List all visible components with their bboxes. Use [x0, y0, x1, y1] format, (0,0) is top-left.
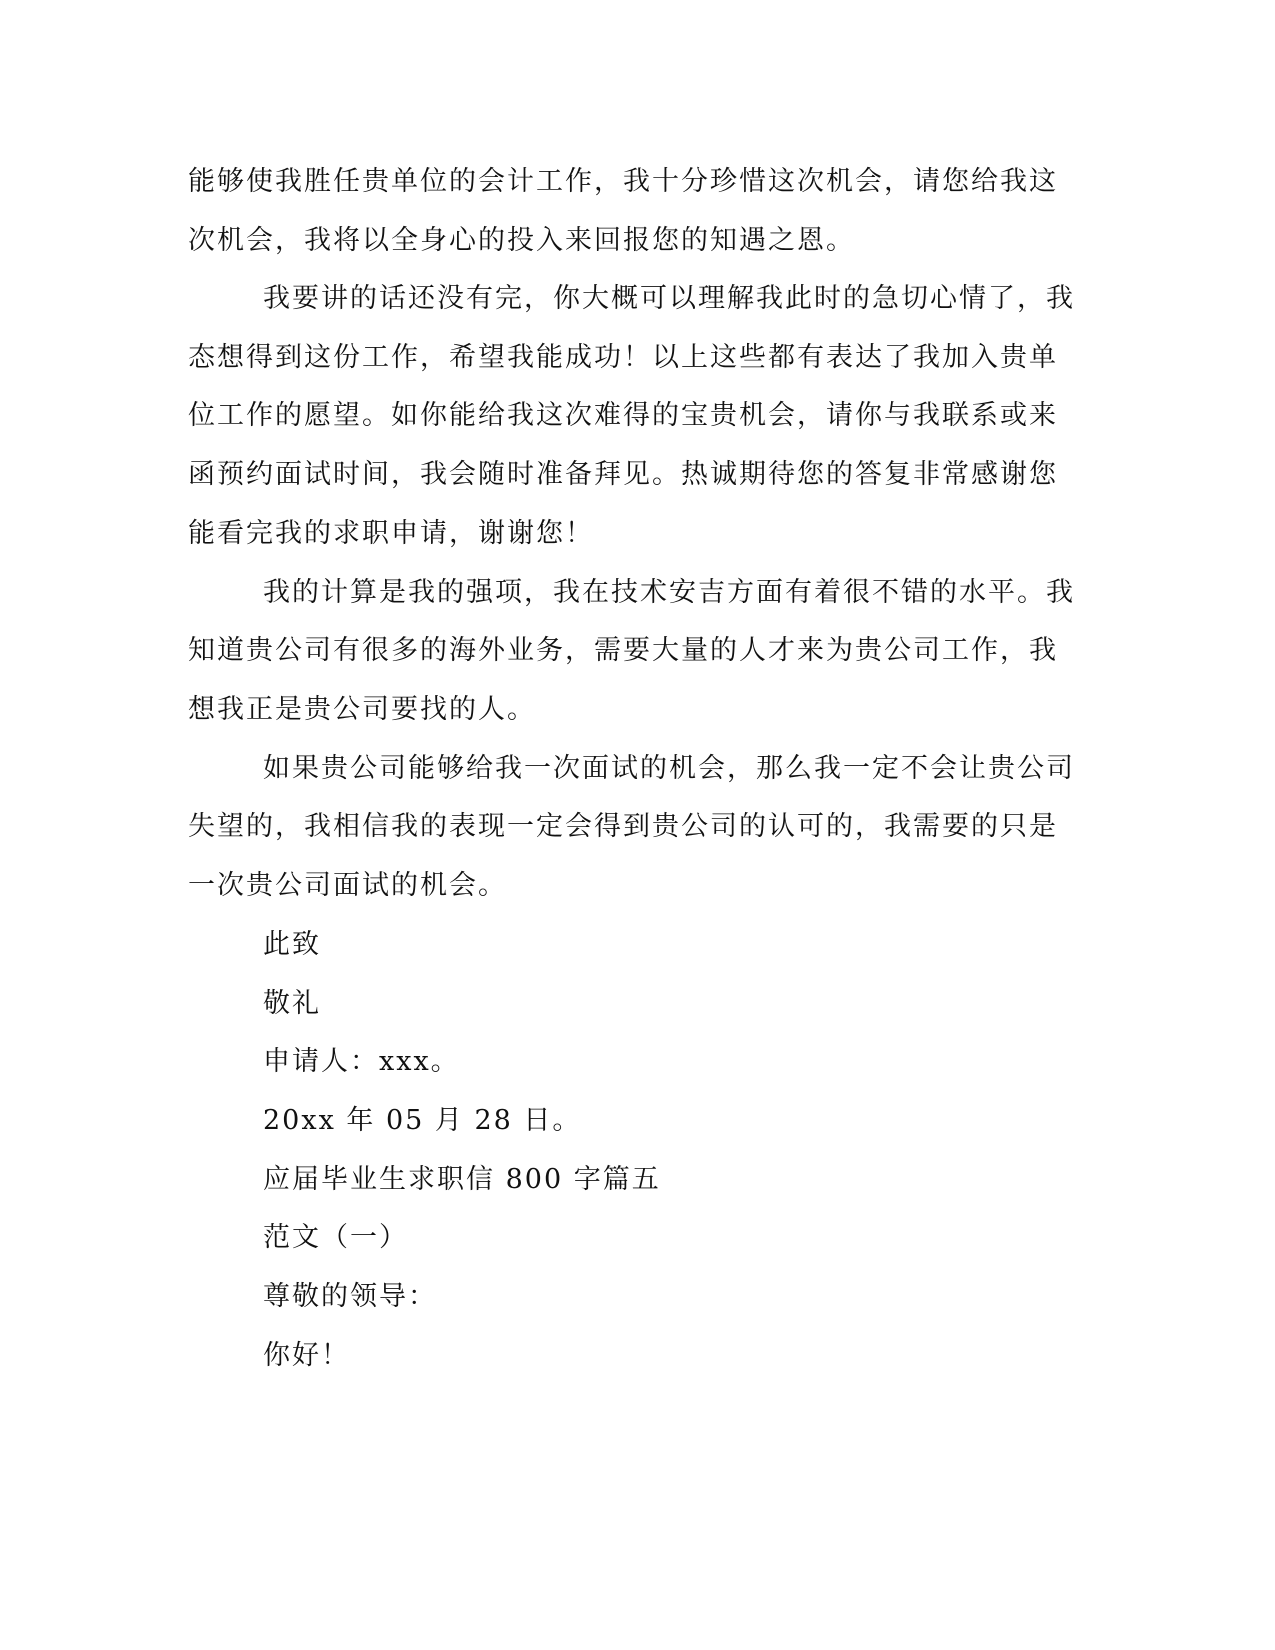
paragraph-line: 能够使我胜任贵单位的会计工作，我十分珍惜这次机会，请您给我这 [188, 166, 1058, 197]
paragraph-line: 函预约面试时间，我会随时准备拜见。热诚期待您的答复非常感谢您 [188, 459, 1058, 490]
letter-date: 20xx 年 05 月 28 日。 [263, 1105, 582, 1136]
paragraph-line: 能看完我的求职申请，谢谢您！ [188, 518, 594, 549]
paragraph-line: 如果贵公司能够给我一次面试的机会，那么我一定不会让贵公司 [263, 753, 1075, 784]
paragraph-line: 一次贵公司面试的机会。 [188, 870, 507, 901]
letter-hello: 你好！ [263, 1340, 350, 1371]
closing-regards: 敬礼 [263, 988, 321, 1019]
paragraph-line: 我的计算是我的强项，我在技术安吉方面有着很不错的水平。我 [263, 577, 1075, 608]
section-subtitle: 范文（一） [263, 1222, 408, 1253]
paragraph-line: 态想得到这份工作，希望我能成功！以上这些都有表达了我加入贵单 [188, 342, 1058, 373]
paragraph-line: 次机会，我将以全身心的投入来回报您的知遇之恩。 [188, 225, 855, 256]
paragraph-line: 我要讲的话还没有完，你大概可以理解我此时的急切心情了，我 [263, 283, 1075, 314]
paragraph-line: 失望的，我相信我的表现一定会得到贵公司的认可的，我需要的只是 [188, 811, 1058, 842]
paragraph-line: 位工作的愿望。如你能给我这次难得的宝贵机会，请你与我联系或来 [188, 400, 1058, 431]
section-title: 应届毕业生求职信 800 字篇五 [263, 1164, 661, 1195]
applicant-signature: 申请人：xxx。 [263, 1046, 460, 1077]
closing-salutation: 此致 [263, 929, 321, 960]
paragraph-line: 想我正是贵公司要找的人。 [188, 694, 536, 725]
paragraph-line: 知道贵公司有很多的海外业务，需要大量的人才来为贵公司工作，我 [188, 635, 1058, 666]
letter-greeting: 尊敬的领导： [263, 1281, 437, 1312]
